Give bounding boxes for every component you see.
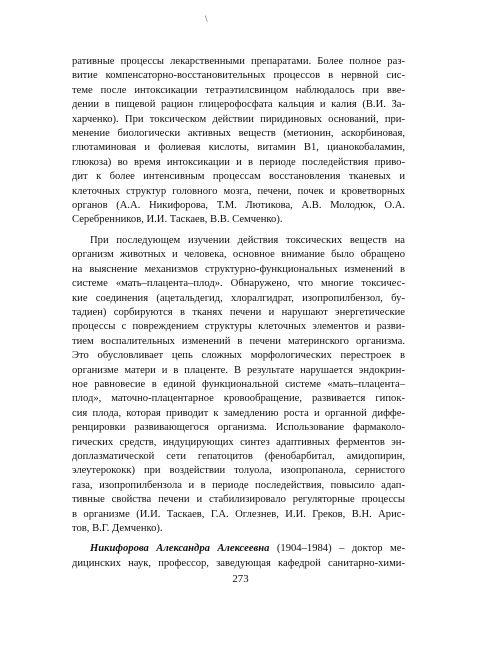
text-line: кие соединения (ацетальдегид, хлоралгидрат, изопропилбензол, бу- <box>72 292 405 304</box>
scan-mark: \ <box>205 14 208 24</box>
text-line: гических средств, индуцирующих синтез адаптивных ферментов эн- <box>72 436 405 448</box>
text-line: ративные процессы лекарственными препаратами. Более полное раз- <box>72 56 405 67</box>
text-line: дицинских наук, профессор, заведующая кафедрой санитарно-хими- <box>72 557 405 569</box>
text-line: газа, изопропилбензола и в периоде последействия, повысило адап- <box>72 479 405 491</box>
text-line: плод», маточно-плацентарное кровообращение, развивается гипок- <box>72 393 405 405</box>
text-line: Серебренников, И.И. Таскаев, В.В. Семченко). <box>72 214 283 226</box>
paragraph-3 <box>72 542 405 571</box>
paragraph-2 <box>72 234 405 537</box>
text-line: глютаминовая и фолиевая кислоты, витамин В1, цианокобаламин, <box>72 142 405 154</box>
text-line: тов, В.Г. Демченко). <box>72 523 163 534</box>
text-line: на выяснение механизмов структурно-функциональных изменений в <box>72 263 405 275</box>
text-line <box>72 542 405 556</box>
text-line: в организме (И.И. Таскаев, Г.А. Оглезнев, И.И. Греков, В.Н. Арис- <box>72 508 405 520</box>
text-line: элеутерококк) при воздействии толуола, изопропанола, сернистого <box>72 465 405 477</box>
person-name: Никифорова Александра Алексеевна <box>90 543 270 555</box>
text-line: глюкоза) во время интоксикации и в периоде последействия приво- <box>72 156 405 168</box>
text-line: теме после интоксикации тетраэтилсвинцом наблюдалось при вве- <box>72 84 405 96</box>
person-dates: (1904–1984) – доктор ме- <box>269 543 405 555</box>
text-line: ное равновесие в единой функциональной системе «мать–плацента– <box>72 378 405 390</box>
text-line: тадиен) сорбируются в тканях печени и нарушают энергетические <box>72 306 405 318</box>
text-line: При последующем изучении действия токсических веществ на <box>90 234 405 246</box>
text-line: витие компенсаторно-восстановительных процессов в нервной сис- <box>72 70 405 82</box>
text-line: дении в пищевой рацион глицерофосфата кальция и калия (В.И. За- <box>72 99 405 111</box>
text-line: ренцировки развивающегося организма. Использование фармаколо- <box>72 422 405 434</box>
text-line: тивные свойства печени и стабилизировало регуляторные процессы <box>72 494 405 506</box>
text-line: клеточных структур головного мозга, печени, почек и кроветворных <box>72 185 405 197</box>
text-line: сия плода, которая приводит к замедлению роста и органной диффе- <box>72 407 405 419</box>
text-line: харченко). При токсическом действии пиридиновых оснований, при- <box>72 113 405 125</box>
text-line: организме матери и в плаценте. В результате нарушается эндокрин- <box>72 364 405 376</box>
text-line: процессы с повреждением структуры клеточных элементов и разви- <box>72 321 405 333</box>
page-number: 273 <box>232 573 249 585</box>
text-line: организм животных и человека, основное внимание было обращено <box>72 249 405 261</box>
text-line: дит к более интенсивным процессам восстановления тканевых и <box>72 171 405 183</box>
body-text <box>72 55 405 571</box>
paragraph-1 <box>72 55 405 228</box>
text-line: Это обусловливает цепь сложных морфологических перестроек в <box>72 350 405 362</box>
text-line: тием воспалительных изменений в печени материнского организма. <box>72 335 405 347</box>
text-line: доплазматической сети гепатоцитов (фенобарбитал, амидопирин, <box>72 450 405 462</box>
text-line: менение биологически активных веществ (метионин, аскорбиновая, <box>72 128 405 140</box>
text-line: органов (А.А. Никифорова, Т.М. Лютикова, А.В. Молодюк, О.А. <box>72 200 405 212</box>
text-line: системе «мать–плацента–плод». Обнаружено, что многие токсичес- <box>72 278 405 290</box>
